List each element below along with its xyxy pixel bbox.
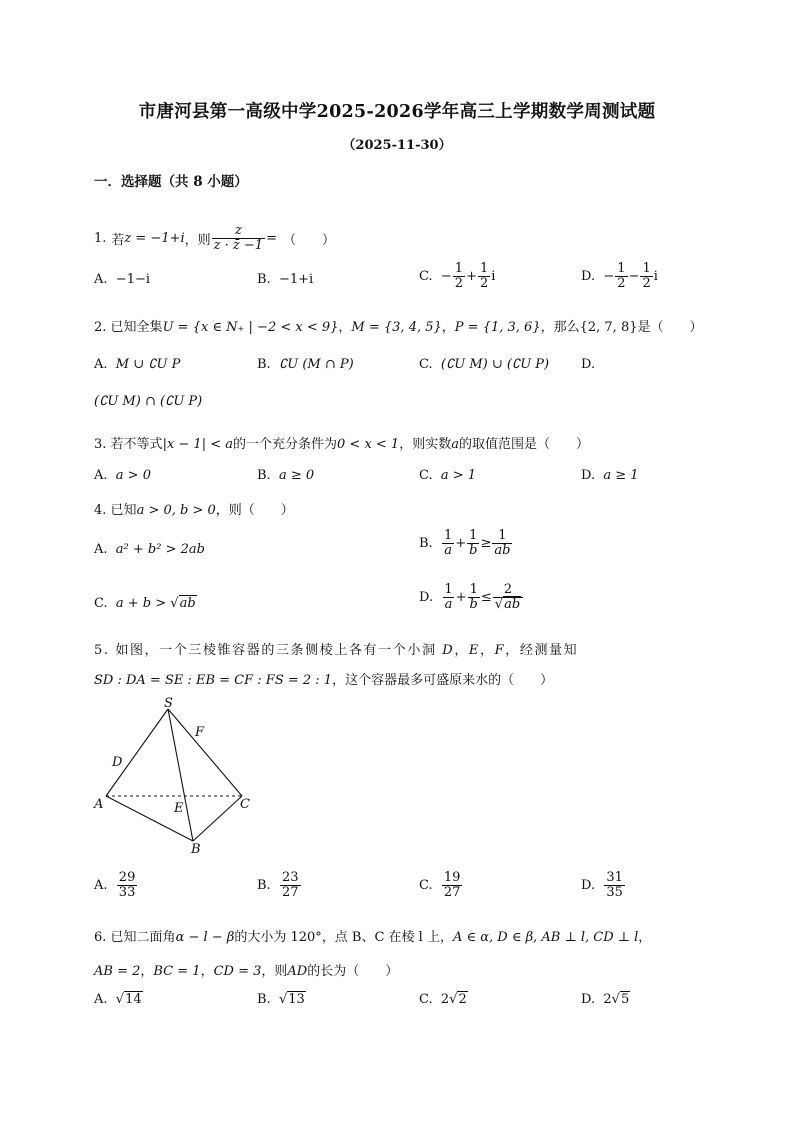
q6-option-d[interactable]: D. 2√5: [581, 992, 630, 1007]
pyramid-diagram: [90, 696, 270, 866]
q1-option-b[interactable]: B. −1+i: [257, 272, 314, 287]
label-c: C: [240, 797, 250, 812]
question-5: 5. 如图，一个三棱锥容器的三条侧棱上各有一个小洞 D，E，F，经测量知: [94, 643, 579, 658]
question-number: 3.: [94, 437, 107, 452]
label-d: D: [112, 755, 123, 770]
question-6: 6. 已知二面角α − l − β的大小为 120°，点 B、C 在棱 l 上，A ∈ α, D ∈ β, AB ⊥ l, CD ⊥ l，: [94, 930, 652, 945]
question-3: 3. 若不等式|x − 1| < a的一个充分条件为0 < x < 1，则实数a的取值范围是（ ）: [94, 437, 590, 452]
pyramid-figure: [90, 696, 270, 866]
section-heading: 一．选择题（共 8 小题）: [94, 174, 248, 190]
q6-option-b[interactable]: B. √13: [257, 992, 305, 1007]
q3-option-b[interactable]: B. a ≥ 0: [257, 468, 315, 483]
fraction: $\frac{z}{z \cdot z̄ -1}$: [213, 222, 264, 253]
question-6-line2: AB = 2，BC = 1，CD = 3，则AD的长为（ ）: [94, 964, 399, 979]
q4-option-d[interactable]: D. $\frac{1}{a}$ + $\frac{1}{b}$ ≤ $\frac{2}{√ab}$: [419, 583, 524, 611]
label-a: A: [94, 797, 104, 812]
q5-option-b[interactable]: B. $\frac{23}{27}$: [257, 870, 299, 900]
q3-option-a[interactable]: A. a > 0: [94, 468, 151, 483]
question-5-line2: SD : DA = SE : EB = CF : FS = 2 : 1，这个容器最多可盛原来水的（ ）: [94, 673, 554, 688]
question-number: 6.: [94, 930, 107, 945]
q3-option-c[interactable]: C. a > 1: [419, 468, 477, 483]
q6-option-a[interactable]: A. √14: [94, 992, 142, 1007]
q6-option-c[interactable]: C. 2√2: [419, 992, 467, 1007]
q1-option-d[interactable]: D. − $\frac{1}{2}$ − $\frac{1}{2}$ i: [581, 261, 658, 291]
question-number: 4.: [94, 503, 107, 518]
q2-option-d-label[interactable]: D.: [581, 357, 596, 372]
q4-option-b[interactable]: B. $\frac{1}{a}$ + $\frac{1}{b}$ ≥ $\frac{1}{ab}$: [419, 528, 511, 558]
label-f: F: [195, 725, 205, 740]
q4-option-c[interactable]: C. a + b > √ab: [94, 596, 196, 611]
question-4: 4. 已知a > 0, b > 0，则（ ）: [94, 503, 294, 518]
q2-option-b[interactable]: B. ∁U (M ∩ P): [257, 357, 354, 372]
q2-option-a[interactable]: A. M ∪ ∁U P: [94, 357, 181, 372]
exam-date: （2025-11-30）: [342, 138, 452, 153]
q4-option-a[interactable]: A. a² + b² > 2ab: [94, 542, 205, 557]
q3-option-d[interactable]: D. a ≥ 1: [581, 468, 639, 483]
question-number: 5.: [94, 643, 110, 658]
label-e: E: [174, 801, 184, 816]
q5-option-d[interactable]: D. $\frac{31}{35}$: [581, 870, 623, 900]
q2-option-c[interactable]: C. (∁U M) ∪ (∁U P): [419, 357, 550, 372]
question-2: 2. 已知全集U = {x ∈ N₊ | −2 < x < 9}，M = {3, 4, 5}，P = {1, 3, 6}，那么{2, 7, 8}是（ ）: [94, 320, 703, 335]
question-1: 1. 若 z = −1+i ，则 $\frac{z}{z \cdot z̄ -1}$ = （ ）: [94, 222, 335, 253]
label-b: B: [191, 842, 201, 857]
question-number: 1.: [94, 230, 107, 246]
label-s: S: [164, 696, 173, 711]
q2-option-d[interactable]: (∁U M) ∩ (∁U P): [94, 394, 203, 409]
q1-option-c[interactable]: C. − $\frac{1}{2}$ + $\frac{1}{2}$ i: [419, 261, 496, 291]
q5-option-a[interactable]: A. $\frac{29}{33}$: [94, 870, 136, 900]
q1-option-a[interactable]: A. −1−i: [94, 272, 151, 287]
q5-option-c[interactable]: C. $\frac{19}{27}$: [419, 870, 461, 900]
page-title: 市唐河县第一高级中学2025-2026学年高三上学期数学周测试题: [138, 102, 656, 122]
question-number: 2.: [94, 320, 107, 335]
